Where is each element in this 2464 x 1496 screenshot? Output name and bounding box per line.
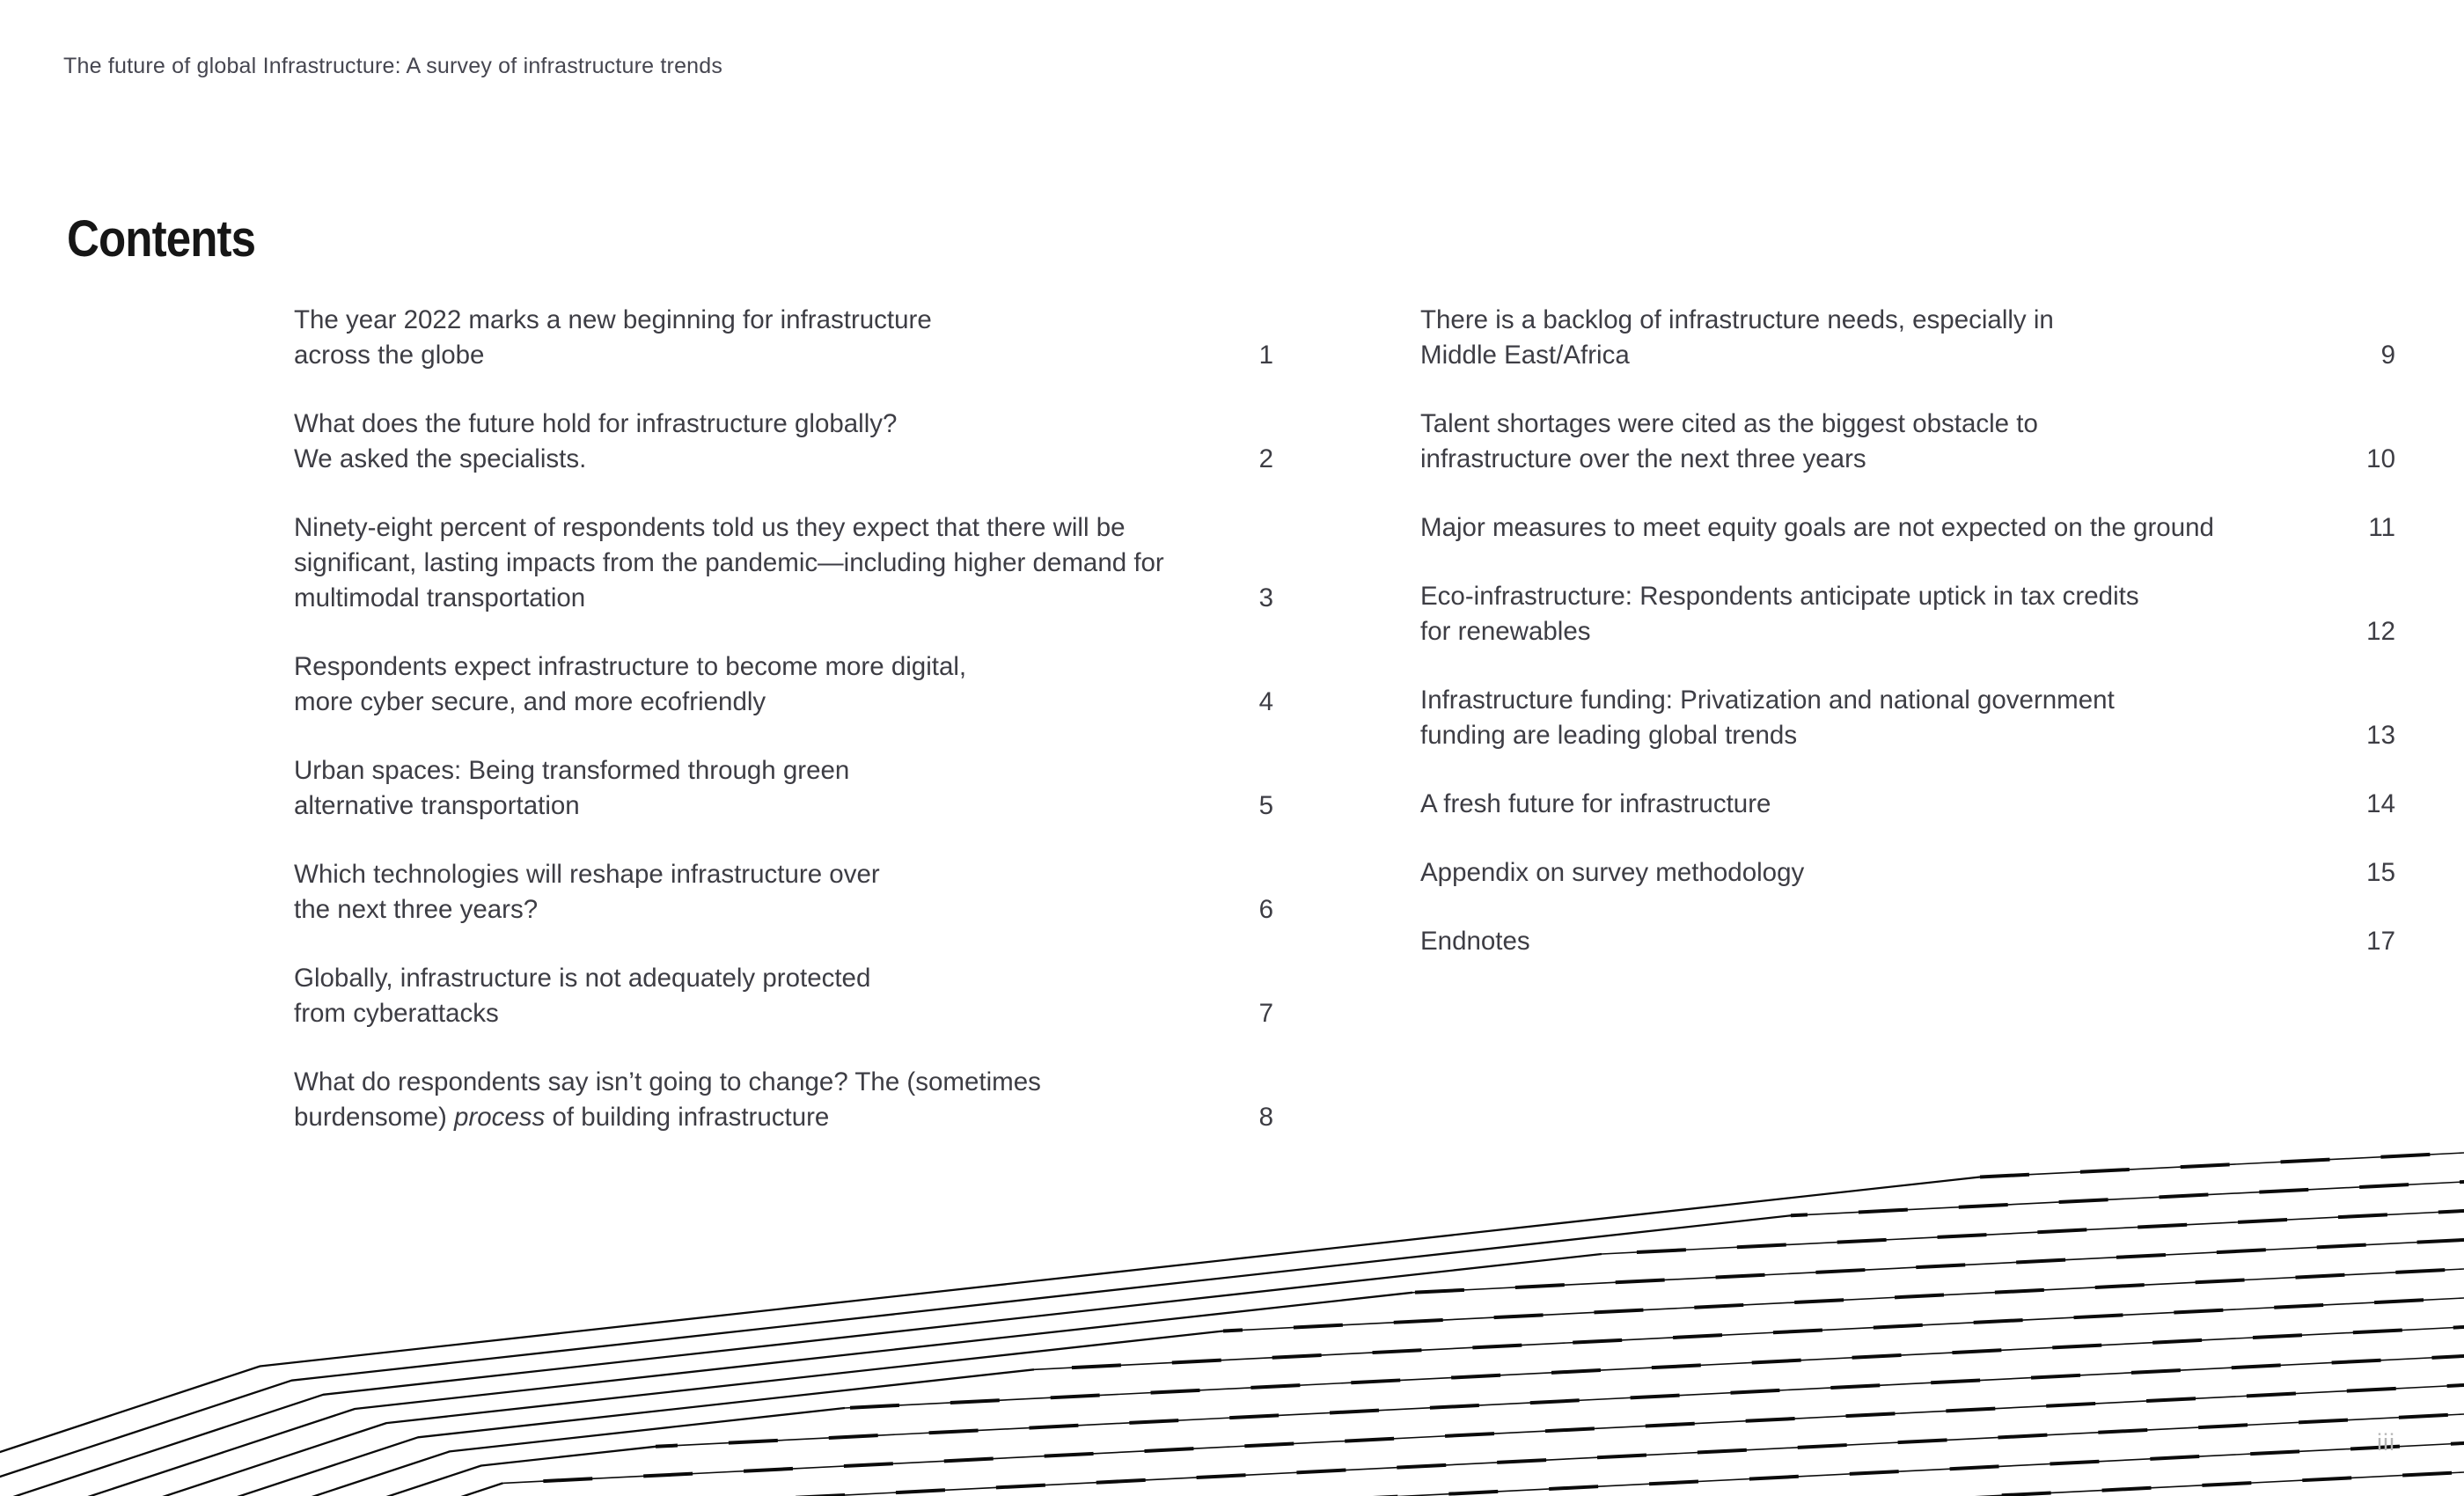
toc-title-text: Appendix on survey methodology — [1420, 858, 1805, 887]
toc-entry-page: 14 — [2366, 789, 2395, 818]
toc-entry[interactable] — [294, 857, 1273, 928]
contour-line — [456, 1472, 2464, 1496]
toc-entry-page: 2 — [1258, 444, 1273, 473]
toc-entry-title — [294, 303, 1191, 373]
contour-line — [1412, 1240, 2464, 1293]
toc-title-text: funding are leading global trends — [1420, 721, 1798, 750]
toc-title-text: for renewables — [1420, 617, 1591, 646]
toc-title-text: infrastructure over the next three years — [1420, 444, 1866, 473]
toc-entry-page: 6 — [1258, 895, 1273, 924]
toc-entry-title — [1420, 407, 2313, 477]
toc-title-text: What does the future hold for infrastructure globally? — [294, 409, 898, 438]
toc-title-text: multimodal transportation — [294, 583, 586, 612]
toc-entry-title — [294, 510, 1191, 616]
toc-title-text: significant, lasting impacts from the pandemic—including higher demand for — [294, 548, 1164, 577]
contour-line — [1980, 1153, 2464, 1177]
contour-line — [0, 1483, 502, 1496]
contour-line — [1223, 1269, 2464, 1331]
toc-entry-page: 5 — [1258, 791, 1273, 820]
running-header: The future of global Infrastructure: A survey of infrastructure trends — [63, 54, 723, 78]
toc-entry[interactable] — [1420, 579, 2395, 649]
contour-line — [0, 1254, 1602, 1496]
toc-title-text: Urban spaces: Being transformed through green — [294, 756, 850, 785]
contour-line — [456, 1472, 2464, 1496]
toc-entry-title — [1420, 303, 2313, 373]
toc-entry[interactable] — [294, 753, 1273, 824]
contour-line — [0, 1408, 845, 1496]
toc-title-text: What do respondents say isn’t going to change? The (sometimes — [294, 1067, 1041, 1096]
toc-entry[interactable] — [294, 649, 1273, 720]
toc-title-text: Eco-infrastructure: Respondents anticipate uptick in tax credits — [1420, 582, 2139, 611]
toc-entry-page: 13 — [2366, 721, 2395, 750]
toc-entry-title — [294, 649, 1191, 720]
toc-title-text: more cyber secure, and more ecofriendly — [294, 687, 766, 716]
toc-title-text: of building infrastructure — [545, 1103, 830, 1132]
toc-entry-page: 9 — [2380, 341, 2395, 370]
contour-line — [1034, 1298, 2464, 1370]
toc-title-text: Talent shortages were cited as the biggest obstacle to — [1420, 409, 2038, 438]
toc-title-text: The year 2022 marks a new beginning for infrastructure — [294, 305, 932, 334]
toc-title-text: We asked the specialists. — [294, 444, 587, 473]
toc-entry-page: 17 — [2366, 927, 2395, 956]
contour-line — [1602, 1211, 2464, 1255]
toc-entry[interactable] — [294, 1065, 1273, 1135]
contour-line — [472, 1443, 2464, 1496]
toc-title-text: Endnotes — [1420, 927, 1530, 956]
toc-entry-page: 8 — [1258, 1103, 1273, 1132]
toc-title-text: alternative transportation — [294, 791, 580, 820]
toc-entry-title — [1420, 787, 2313, 822]
toc-left-column — [294, 303, 1273, 1169]
toc-entry-page: 12 — [2366, 617, 2395, 646]
toc-title-text: from cyberattacks — [294, 999, 499, 1028]
contour-line — [1034, 1298, 2464, 1370]
contour-line — [1791, 1182, 2464, 1216]
toc-title-text: the next three years? — [294, 895, 539, 924]
contour-line — [656, 1356, 2464, 1447]
toc-title-text: Ninety-eight percent of respondents told us they expect that there will be — [294, 513, 1126, 542]
toc-entry-page: 10 — [2366, 444, 2395, 473]
contour-line — [0, 1177, 1980, 1476]
contour-line — [0, 1369, 1034, 1496]
contour-line — [0, 1293, 1412, 1496]
toc-title-text: Which technologies will reshape infrastructure over — [294, 860, 880, 889]
contour-line — [1412, 1240, 2464, 1293]
toc-entry-title — [1420, 924, 2313, 959]
toc-title-text: A fresh future for infrastructure — [1420, 789, 1771, 818]
toc-title-text: There is a backlog of infrastructure needs, especially in — [1420, 305, 2054, 334]
toc-entry-title — [1420, 855, 2313, 891]
toc-entry-page: 3 — [1258, 583, 1273, 612]
contour-line — [488, 1414, 2464, 1496]
page-number: iii — [2377, 1429, 2395, 1456]
toc-entry-title — [294, 1065, 1191, 1135]
contour-line — [472, 1443, 2464, 1496]
contour-line — [502, 1385, 2464, 1484]
toc-right-column — [1420, 303, 2395, 993]
contour-line — [845, 1327, 2464, 1409]
toc-entry[interactable] — [1420, 855, 2395, 891]
toc-title-text: Middle East/Africa — [1420, 341, 1630, 370]
toc-entry[interactable] — [1420, 683, 2395, 753]
toc-entry-page: 11 — [2368, 513, 2395, 542]
toc-entry[interactable] — [294, 510, 1273, 616]
contour-line — [0, 1331, 1223, 1496]
contour-line — [1223, 1269, 2464, 1331]
contour-line — [0, 1215, 1791, 1496]
toc-entry-title — [294, 961, 1191, 1031]
contour-line — [845, 1327, 2464, 1409]
toc-entry-title — [1420, 579, 2313, 649]
toc-entry-page: 15 — [2366, 858, 2395, 887]
toc-entry[interactable] — [294, 407, 1273, 477]
contour-line — [1791, 1182, 2464, 1216]
toc-entry-page: 7 — [1258, 999, 1273, 1028]
toc-title-text: Respondents expect infrastructure to become more digital, — [294, 652, 967, 681]
toc-title-text: burdensome) — [294, 1103, 455, 1132]
toc-entry-title — [294, 857, 1191, 928]
contour-line — [656, 1356, 2464, 1447]
contour-line — [1602, 1211, 2464, 1255]
toc-entry-title — [294, 753, 1191, 824]
contour-line — [1980, 1153, 2464, 1177]
contour-line — [0, 1447, 656, 1496]
toc-entry[interactable] — [294, 961, 1273, 1031]
toc-title-text: Infrastructure funding: Privatization and national government — [1420, 686, 2115, 715]
toc-entry-page: 1 — [1258, 341, 1273, 370]
toc-entry[interactable] — [1420, 787, 2395, 822]
toc-title-text: process — [454, 1103, 546, 1132]
contour-line — [488, 1414, 2464, 1496]
toc-entry[interactable] — [1420, 303, 2395, 373]
toc-entry-title — [294, 407, 1191, 477]
toc-entry-title — [1420, 510, 2313, 546]
toc-entry[interactable] — [294, 303, 1273, 373]
toc-title-text: Globally, infrastructure is not adequately protected — [294, 964, 871, 993]
page-title: Contents — [67, 210, 256, 268]
toc-entry[interactable] — [1420, 924, 2395, 959]
toc-entry[interactable] — [1420, 407, 2395, 477]
toc-entry-title — [1420, 683, 2313, 753]
contour-line — [502, 1385, 2464, 1484]
toc-title-text: Major measures to meet equity goals are not expected on the ground — [1420, 513, 2214, 542]
toc-entry[interactable] — [1420, 510, 2395, 546]
toc-title-text: across the globe — [294, 341, 485, 370]
toc-entry-page: 4 — [1258, 687, 1273, 716]
